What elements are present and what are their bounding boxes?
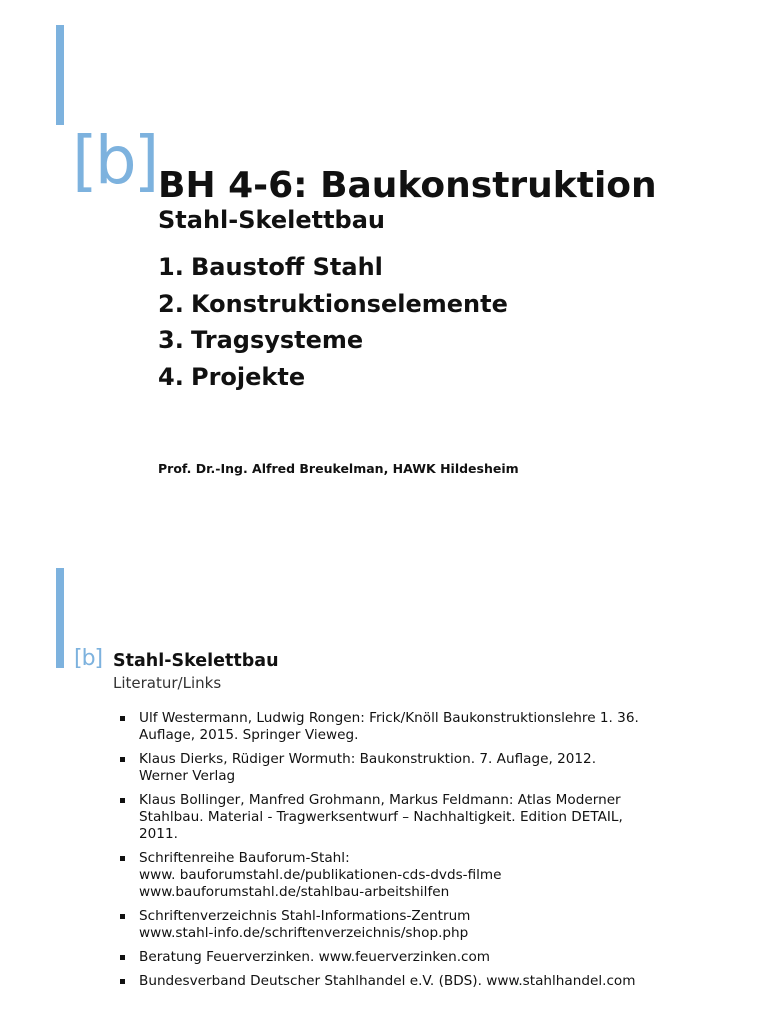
literature-item <box>118 949 718 966</box>
toc-item <box>158 250 508 287</box>
item-line: Ulf Westermann, Ludwig Rongen: Frick/Knöll Baukonstruktionslehre 1. 36. <box>139 710 639 726</box>
section-subtitle: Literatur/Links <box>113 674 222 692</box>
bullet-icon <box>120 757 125 762</box>
literature-item <box>118 850 718 901</box>
author-line: Prof. Dr.-Ing. Alfred Breukelman, HAWK Hildesheim <box>158 461 519 476</box>
item-line: Bundesverband Deutscher Stahlhandel e.V. (BDS). www.stahlhandel.com <box>139 973 636 989</box>
item-link[interactable]: www.bauforumstahl.de/stahlbau-arbeitshilfen <box>139 884 450 900</box>
accent-bar-bottom <box>56 568 64 668</box>
literature-item <box>118 973 718 990</box>
item-line: 2011. <box>139 826 178 842</box>
brand-logo: [b] <box>72 122 157 199</box>
table-of-contents <box>158 250 508 396</box>
item-link[interactable]: www. bauforumstahl.de/publikationen-cds-dvds-filme <box>139 867 502 883</box>
literature-list <box>118 710 718 997</box>
item-line: Klaus Bollinger, Manfred Grohmann, Markus Feldmann: Atlas Moderner <box>139 792 621 808</box>
item-line: Klaus Dierks, Rüdiger Wormuth: Baukonstruktion. 7. Auflage, 2012. <box>139 751 597 767</box>
toc-label: Konstruktionselemente <box>191 289 508 318</box>
bullet-icon <box>120 979 125 984</box>
item-line: Werner Verlag <box>139 768 236 784</box>
toc-item <box>158 323 508 360</box>
item-line: Auflage, 2015. Springer Vieweg. <box>139 727 359 743</box>
accent-bar-top <box>56 25 64 125</box>
literature-item <box>118 710 718 744</box>
bullet-icon <box>120 798 125 803</box>
literature-item <box>118 751 718 785</box>
toc-label: Baustoff Stahl <box>191 253 383 281</box>
page-subtitle: Stahl-Skelettbau <box>158 206 386 234</box>
toc-number: 2. <box>158 289 184 318</box>
item-line: Beratung Feuerverzinken. www.feuerverzinken.com <box>139 949 491 965</box>
toc-number: 4. <box>158 362 184 391</box>
item-line: Stahlbau. Material - Tragwerksentwurf – Nachhaltigkeit. Edition DETAIL, <box>139 809 623 825</box>
toc-item <box>158 360 508 397</box>
toc-number: 3. <box>158 326 184 354</box>
page-title: BH 4-6: Baukonstruktion <box>158 165 657 206</box>
bullet-icon <box>120 955 125 960</box>
item-line: Schriftenreihe Bauforum-Stahl: <box>139 850 350 866</box>
item-line: Schriftenverzeichnis Stahl-Informations-Zentrum <box>139 908 471 924</box>
toc-label: Projekte <box>191 362 306 391</box>
toc-number: 1. <box>158 253 184 281</box>
item-link[interactable]: www.stahl-info.de/schriftenverzeichnis/shop.php <box>139 925 469 941</box>
literature-item <box>118 908 718 942</box>
brand-logo-small: [b] <box>74 646 103 671</box>
toc-item <box>158 287 508 324</box>
bullet-icon <box>120 716 125 721</box>
literature-item <box>118 792 718 843</box>
section-title: Stahl-Skelettbau <box>113 651 279 671</box>
bullet-icon <box>120 856 125 861</box>
bullet-icon <box>120 914 125 919</box>
toc-label: Tragsysteme <box>191 326 364 354</box>
